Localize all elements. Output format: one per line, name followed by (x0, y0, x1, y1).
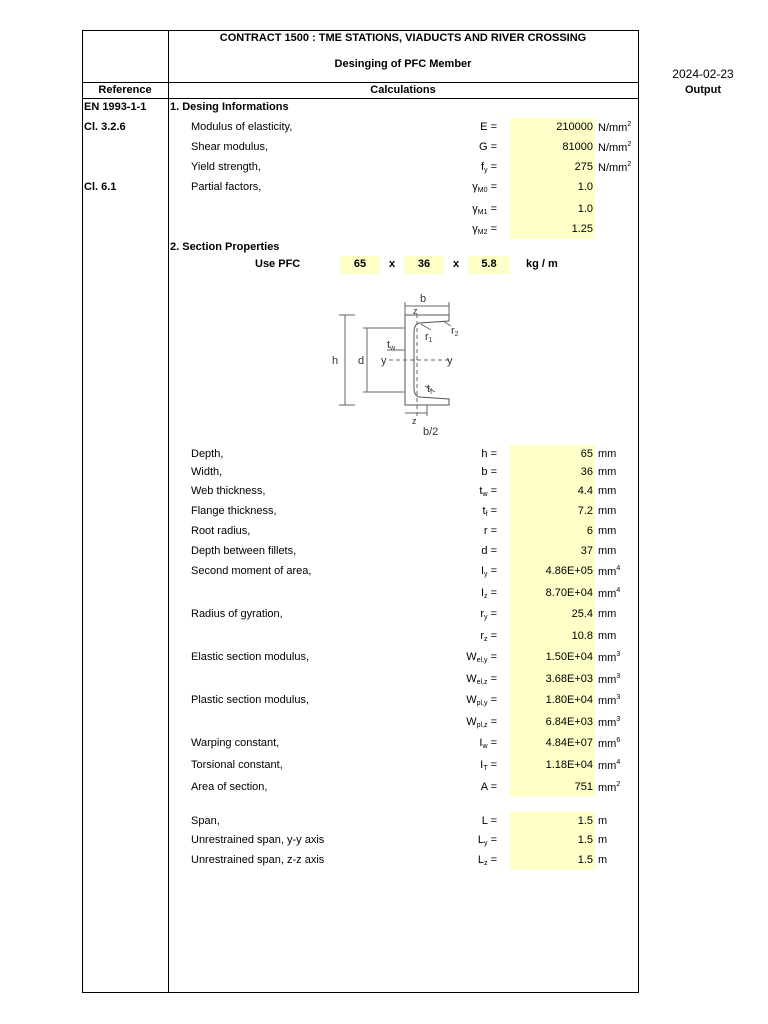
row-unit-exponent: 4 (616, 587, 621, 594)
row-value: 210000 (556, 121, 593, 133)
row-symbol-letter: G (478, 141, 488, 153)
section-2-title: 2. Section Properties (170, 241, 280, 253)
row-value: 6.84E+03 (545, 716, 593, 728)
row-unit (598, 525, 616, 537)
row-unit (598, 587, 620, 600)
diagram-label-y-left: y (381, 355, 387, 367)
row-symbol-letter: γ (472, 223, 478, 235)
row-symbol (440, 448, 497, 460)
diagram-label-r1: r1 (425, 331, 433, 344)
row-equals: = (487, 525, 497, 537)
row-label: Area of section, (191, 781, 268, 793)
section-1-title: 1. Desing Informations (170, 101, 289, 113)
row-unit-text: mm (598, 505, 617, 517)
row-unit (598, 651, 620, 664)
row-value: 4.4 (577, 485, 593, 497)
row-unit (598, 161, 631, 174)
sheet-subtitle: Desinging of PFC Member (334, 58, 472, 70)
row-equals: = (487, 448, 497, 460)
output-column-divider (638, 30, 639, 992)
row-value: 275 (574, 161, 593, 173)
row-label: Root radius, (191, 525, 251, 537)
row-value: 3.68E+03 (545, 673, 593, 685)
row-unit-text: mm (598, 448, 617, 460)
row-symbol-subscript: pl,z (476, 722, 488, 729)
contract-title: CONTRACT 1500 : TME STATIONS, VIADUCTS AND RIVER CROSSING (219, 32, 587, 44)
row-equals: = (487, 121, 497, 133)
row-unit-exponent: 2 (627, 141, 632, 148)
row-unit (598, 565, 620, 578)
reference-clause-partial-factors: Cl. 6.1 (84, 181, 117, 193)
diagram-label-h: h (332, 355, 339, 367)
row-equals: = (487, 854, 497, 866)
use-pfc-label: Use PFC (255, 258, 301, 270)
row-symbol-subscript: f (485, 511, 488, 518)
row-equals: = (487, 759, 497, 771)
row-symbol-subscript: M1 (477, 209, 488, 216)
row-symbol (440, 203, 497, 216)
row-symbol-letter: r (480, 630, 485, 642)
row-symbol (440, 223, 497, 236)
row-value: 1.18E+04 (545, 759, 593, 771)
row-symbol-letter: b (481, 466, 488, 478)
row-symbol-subscript: el,z (476, 679, 488, 686)
row-label: Plastic section modulus, (191, 694, 309, 706)
row-unit-text: N/mm (598, 142, 628, 154)
row-unit (598, 466, 616, 478)
row-symbol-subscript: M2 (477, 229, 488, 236)
row-symbol-subscript: M0 (477, 187, 488, 194)
pfc-section-diagram (325, 288, 475, 440)
reference-code: EN 1993-1-1 (84, 101, 147, 113)
row-equals: = (487, 466, 497, 478)
row-value: 1.0 (577, 203, 593, 215)
row-symbol-letter: A (480, 781, 488, 793)
row-unit-text: mm (598, 782, 617, 794)
row-symbol-letter: r (483, 525, 488, 537)
row-unit-text: m (598, 815, 608, 827)
row-label: Span, (191, 815, 220, 827)
row-symbol-letter: E (480, 121, 488, 133)
row-label: Shear modulus, (191, 141, 269, 153)
row-value: 751 (574, 781, 593, 793)
row-symbol-letter: γ (472, 181, 478, 193)
row-symbol (440, 815, 497, 827)
row-symbol-letter: t (479, 485, 483, 497)
row-symbol (440, 854, 497, 867)
row-unit-text: mm (598, 717, 617, 729)
row-symbol (440, 608, 497, 621)
row-symbol (440, 759, 497, 772)
row-unit (598, 630, 616, 642)
row-equals: = (487, 161, 497, 173)
pfc-width-value: 36 (417, 258, 431, 270)
row-symbol-letter: f (480, 161, 485, 173)
row-symbol (440, 161, 497, 174)
row-unit-text: mm (598, 588, 617, 600)
diagram-label-b-half: b/2 (423, 426, 439, 438)
row-symbol-letter: W (466, 651, 477, 663)
row-symbol-letter: W (466, 694, 477, 706)
row-symbol-subscript: pl,y (476, 700, 488, 707)
row-value: 37 (580, 545, 593, 557)
row-symbol-letter: L (477, 834, 485, 846)
row-label: Second moment of area, (191, 565, 312, 577)
row-unit-text: mm (598, 466, 617, 478)
row-unit (598, 485, 616, 497)
row-unit-exponent: 4 (616, 565, 621, 572)
row-value: 4.84E+07 (545, 737, 593, 749)
times-sign: x (452, 258, 460, 270)
row-equals: = (487, 815, 497, 827)
row-unit-text: mm (598, 608, 617, 620)
row-symbol-subscript: y (484, 167, 488, 174)
row-value: 4.86E+05 (545, 565, 593, 577)
row-equals: = (487, 630, 497, 642)
row-unit-exponent: 4 (616, 759, 621, 766)
row-unit-exponent: 3 (616, 651, 621, 658)
row-symbol-letter: I (480, 759, 484, 771)
row-value: 1.5 (577, 834, 593, 846)
row-label: Partial factors, (191, 181, 262, 193)
pfc-mass-value: 5.8 (481, 258, 497, 270)
row-label: Modulus of elasticity, (191, 121, 293, 133)
row-unit-exponent: 2 (616, 781, 621, 788)
row-value: 1.25 (571, 223, 593, 235)
row-symbol (440, 565, 497, 578)
row-unit-exponent: 3 (616, 673, 621, 680)
reference-column-header: Reference (98, 84, 152, 96)
row-symbol-subscript: z (484, 860, 488, 867)
row-symbol (440, 121, 497, 133)
row-label: Torsional constant, (191, 759, 283, 771)
row-value: 1.50E+04 (545, 651, 593, 663)
row-unit-text: m (598, 834, 608, 846)
row-label: Web thickness, (191, 485, 266, 497)
row-unit-text: mm (598, 695, 617, 707)
row-symbol-letter: I (480, 565, 485, 577)
row-equals: = (487, 694, 497, 706)
row-unit (598, 694, 620, 707)
row-label: Width, (191, 466, 223, 478)
row-symbol (440, 651, 497, 664)
times-sign: x (388, 258, 396, 270)
row-symbol-letter: r (480, 608, 485, 620)
row-symbol-subscript: y (484, 840, 488, 847)
row-symbol-letter: d (481, 545, 488, 557)
row-symbol-letter: I (480, 587, 485, 599)
row-value: 81000 (562, 141, 593, 153)
row-label: Yield strength, (191, 161, 261, 173)
row-symbol-subscript: T (483, 765, 488, 772)
diagram-label-z-bottom: z (412, 416, 417, 426)
row-equals: = (487, 545, 497, 557)
diagram-label-tf: tf (427, 383, 433, 396)
row-value: 7.2 (577, 505, 593, 517)
row-unit-text: mm (598, 674, 617, 686)
row-unit-text: mm (598, 525, 617, 537)
row-symbol (440, 141, 497, 153)
row-unit-text: mm (598, 566, 617, 578)
row-symbol-letter: γ (472, 203, 478, 215)
row-value: 1.0 (577, 181, 593, 193)
row-label: Depth, (191, 448, 224, 460)
row-symbol (440, 587, 497, 600)
row-unit-text: mm (598, 630, 617, 642)
row-symbol (440, 505, 497, 518)
diagram-label-y-right: y (447, 355, 453, 367)
diagram-label-b: b (420, 293, 427, 305)
row-symbol-letter: h (481, 448, 488, 460)
sheet-date: 2024-02-23 (672, 67, 734, 81)
row-value: 6 (586, 525, 593, 537)
row-unit-text: mm (598, 652, 617, 664)
row-symbol-letter: L (481, 815, 488, 827)
row-equals: = (487, 834, 497, 846)
row-equals: = (487, 608, 497, 620)
pfc-depth-value: 65 (353, 258, 367, 270)
row-equals: = (487, 505, 497, 517)
header-divider (82, 82, 638, 83)
row-unit-exponent: 2 (627, 161, 632, 168)
row-equals: = (487, 223, 497, 235)
diagram-label-tw: tw (387, 339, 396, 352)
row-unit (598, 505, 616, 517)
row-unit-text: N/mm (598, 162, 628, 174)
row-unit-exponent: 3 (616, 716, 621, 723)
row-unit-text: mm (598, 485, 617, 497)
row-equals: = (487, 737, 497, 749)
row-label: Depth between fillets, (191, 545, 297, 557)
row-equals: = (487, 141, 497, 153)
row-value: 36 (580, 466, 593, 478)
row-symbol-letter: I (479, 737, 483, 749)
row-value: 1.80E+04 (545, 694, 593, 706)
pfc-mass-unit: kg / m (526, 258, 558, 270)
row-symbol-subscript: el,y (476, 657, 488, 664)
row-symbol (440, 630, 497, 643)
row-unit (598, 448, 616, 460)
row-label: Radius of gyration, (191, 608, 283, 620)
row-unit-text: mm (598, 738, 617, 750)
column-header-divider (82, 98, 638, 99)
row-symbol (440, 781, 497, 793)
row-value: 10.8 (571, 630, 593, 642)
row-label: Unrestrained span, y-y axis (191, 834, 325, 846)
row-symbol (440, 694, 497, 707)
row-equals: = (487, 716, 497, 728)
row-equals: = (487, 203, 497, 215)
row-unit (598, 759, 620, 772)
row-unit-exponent: 6 (616, 737, 621, 744)
row-symbol-subscript: z (484, 636, 488, 643)
row-symbol-subscript: w (482, 743, 488, 750)
row-symbol-subscript: y (484, 614, 488, 621)
row-equals: = (487, 781, 497, 793)
row-symbol-subscript: z (484, 593, 488, 600)
row-symbol-letter: L (477, 854, 485, 866)
row-unit (598, 815, 607, 827)
row-symbol (440, 485, 497, 498)
row-unit-exponent: 2 (627, 121, 632, 128)
row-symbol (440, 181, 497, 194)
output-column-header: Output (684, 84, 722, 96)
row-equals: = (487, 565, 497, 577)
row-unit-text: N/mm (598, 122, 628, 134)
row-unit (598, 737, 620, 750)
row-unit (598, 608, 616, 620)
row-unit (598, 854, 607, 866)
row-unit (598, 545, 616, 557)
calculations-column-header: Calculations (370, 84, 436, 96)
row-symbol-letter: t (482, 505, 486, 517)
row-label: Elastic section modulus, (191, 651, 309, 663)
row-equals: = (487, 181, 497, 193)
row-symbol-subscript: w (482, 491, 488, 498)
row-symbol (440, 834, 497, 847)
row-symbol (440, 673, 497, 686)
row-symbol-letter: W (466, 716, 477, 728)
row-unit (598, 141, 631, 154)
row-unit (598, 781, 620, 794)
row-unit (598, 673, 620, 686)
reference-clause-materials: Cl. 3.2.6 (84, 121, 126, 133)
row-equals: = (487, 651, 497, 663)
row-unit-text: mm (598, 545, 617, 557)
row-label: Flange thickness, (191, 505, 277, 517)
diagram-label-r2: r2 (451, 325, 459, 338)
diagram-label-z-top: z (413, 306, 418, 316)
row-symbol (440, 466, 497, 478)
row-symbol-letter: W (466, 673, 477, 685)
row-label: Unrestrained span, z-z axis (191, 854, 325, 866)
diagram-label-d: d (358, 355, 365, 367)
row-value: 1.5 (577, 815, 593, 827)
reference-column-divider (168, 30, 169, 992)
row-value: 8.70E+04 (545, 587, 593, 599)
row-symbol (440, 737, 497, 750)
row-symbol (440, 525, 497, 537)
row-value: 1.5 (577, 854, 593, 866)
row-unit-text: m (598, 854, 608, 866)
row-unit (598, 716, 620, 729)
row-label: Warping constant, (191, 737, 280, 749)
row-value: 25.4 (571, 608, 593, 620)
row-unit (598, 121, 631, 134)
row-symbol (440, 545, 497, 557)
row-unit-text: mm (598, 760, 617, 772)
row-unit (598, 834, 607, 846)
row-value: 65 (580, 448, 593, 460)
row-equals: = (487, 587, 497, 599)
row-equals: = (487, 485, 497, 497)
row-equals: = (487, 673, 497, 685)
row-symbol (440, 716, 497, 729)
row-symbol-subscript: y (484, 571, 488, 578)
row-unit-exponent: 3 (616, 694, 621, 701)
